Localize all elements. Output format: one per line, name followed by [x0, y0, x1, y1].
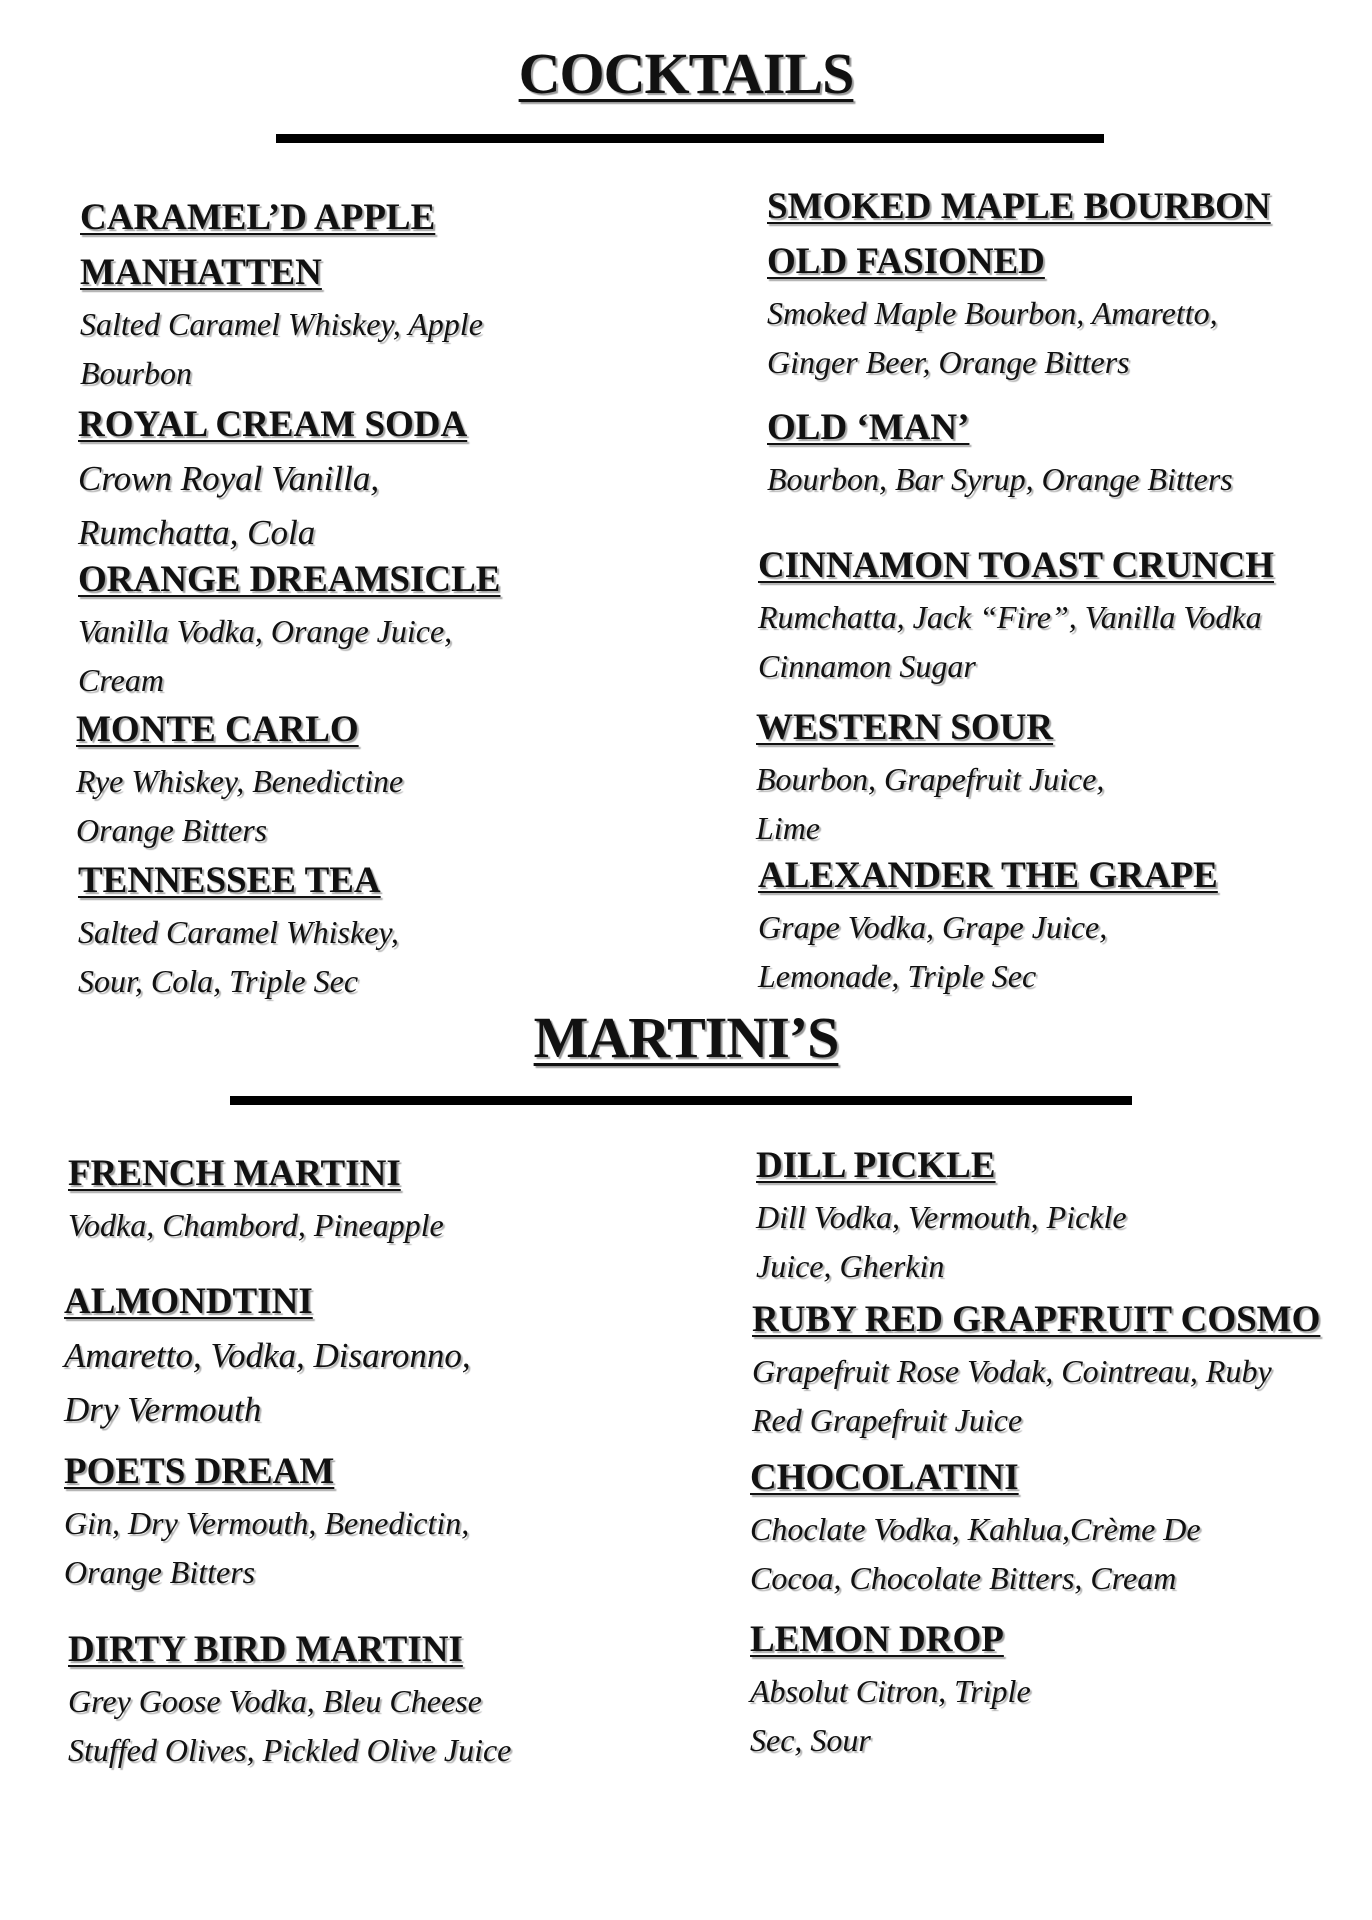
menu-item-description: Absolut Citron, Triple Sec, Sour — [750, 1673, 1031, 1758]
menu-item-description: Grapefruit Rose Vodak, Cointreau, Ruby Red Grapefruit Juice — [752, 1353, 1272, 1438]
martinis-divider — [230, 1096, 1132, 1105]
menu-item-dirty-bird-martini — [68, 1622, 668, 1775]
menu-item-french-martini — [68, 1146, 668, 1250]
menu-item-old-man — [767, 400, 1367, 504]
menu-item-western-sour — [756, 700, 1356, 853]
menu-item-royal-cream-soda — [78, 397, 678, 560]
menu-item-description: Dill Vodka, Vermouth, Pickle Juice, Gherkin — [756, 1199, 1127, 1284]
menu-item-name: SMOKED MAPLE BOURBON OLD FASIONED — [767, 186, 1271, 282]
menu-item-name: POETS DREAM — [64, 1451, 335, 1492]
menu-item-name: OLD ‘MAN’ — [767, 407, 970, 448]
menu-item-description: Smoked Maple Bourbon, Amaretto, Ginger Beer, Orange Bitters — [767, 295, 1218, 380]
martinis-heading: MARTINI’S — [533, 1005, 839, 1070]
menu-item-description: Amaretto, Vodka, Disaronno, Dry Vermouth — [64, 1336, 471, 1429]
menu-item-description: Vanilla Vodka, Orange Juice, Cream — [78, 613, 453, 698]
menu-item-name: FRENCH MARTINI — [68, 1153, 401, 1194]
menu-item-name: WESTERN SOUR — [756, 707, 1054, 748]
menu-item-name: RUBY RED GRAPFRUIT COSMO — [752, 1299, 1321, 1340]
menu-item-orange-dreamsicle — [78, 552, 678, 705]
menu-item-description: Gin, Dry Vermouth, Benedictin, Orange Bitters — [64, 1505, 470, 1590]
menu-item-alexander-the-grape — [758, 848, 1358, 1001]
menu-item-description: Bourbon, Bar Syrup, Orange Bitters — [767, 461, 1233, 497]
menu-item-monte-carlo — [76, 702, 676, 855]
menu-item-name: DILL PICKLE — [756, 1145, 996, 1186]
menu-item-description: Choclate Vodka, Kahlua,Crème De Cocoa, Chocolate Bitters, Cream — [750, 1511, 1201, 1596]
menu-item-description: Grape Vodka, Grape Juice, Lemonade, Triple Sec — [758, 909, 1108, 994]
menu-item-name: ORANGE DREAMSICLE — [78, 559, 501, 600]
menu-item-name: TENNESSEE TEA — [78, 860, 381, 901]
menu-item-name: ALMONDTINI — [64, 1281, 313, 1322]
menu-item-description: Salted Caramel Whiskey, Sour, Cola, Triple Sec — [78, 914, 399, 999]
menu-item-lemon-drop — [750, 1612, 1350, 1765]
menu-item-dill-pickle — [756, 1138, 1356, 1291]
menu-item-caramel-apple-manhatten — [80, 190, 680, 398]
menu-item-name: CINNAMON TOAST CRUNCH — [758, 545, 1275, 586]
cocktails-divider — [276, 134, 1104, 143]
menu-item-tennessee-tea — [78, 853, 678, 1006]
menu-item-name: CARAMEL’D APPLE MANHATTEN — [80, 197, 436, 293]
menu-item-name: ROYAL CREAM SODA — [78, 404, 468, 445]
menu-item-smoked-maple-bourbon-old-fasioned — [767, 179, 1367, 387]
menu-item-name: MONTE CARLO — [76, 709, 359, 750]
menu-item-description: Bourbon, Grapefruit Juice, Lime — [756, 761, 1105, 846]
menu-item-name: DIRTY BIRD MARTINI — [68, 1629, 463, 1670]
menu-item-description: Crown Royal Vanilla, Rumchatta, Cola — [78, 459, 380, 552]
menu-item-chocolatini — [750, 1450, 1350, 1603]
menu-item-almondtini — [64, 1274, 664, 1437]
menu-item-name: LEMON DROP — [750, 1619, 1004, 1660]
menu-item-name: ALEXANDER THE GRAPE — [758, 855, 1218, 896]
menu-item-description: Vodka, Chambord, Pineapple — [68, 1207, 444, 1243]
cocktails-heading: COCKTAILS — [518, 41, 854, 106]
menu-item-name: CHOCOLATINI — [750, 1457, 1019, 1498]
menu-item-description: Rye Whiskey, Benedictine Orange Bitters — [76, 763, 404, 848]
menu-item-poets-dream — [64, 1444, 664, 1597]
menu-item-description: Grey Goose Vodka, Bleu Cheese Stuffed Olives, Pickled Olive Juice — [68, 1683, 512, 1768]
menu-item-description: Salted Caramel Whiskey, Apple Bourbon — [80, 306, 483, 391]
menu-item-ruby-red-grapfruit-cosmo — [752, 1292, 1352, 1445]
menu-item-cinnamon-toast-crunch — [758, 538, 1358, 691]
menu-item-description: Rumchatta, Jack “Fire”, Vanilla Vodka Cinnamon Sugar — [758, 599, 1262, 684]
